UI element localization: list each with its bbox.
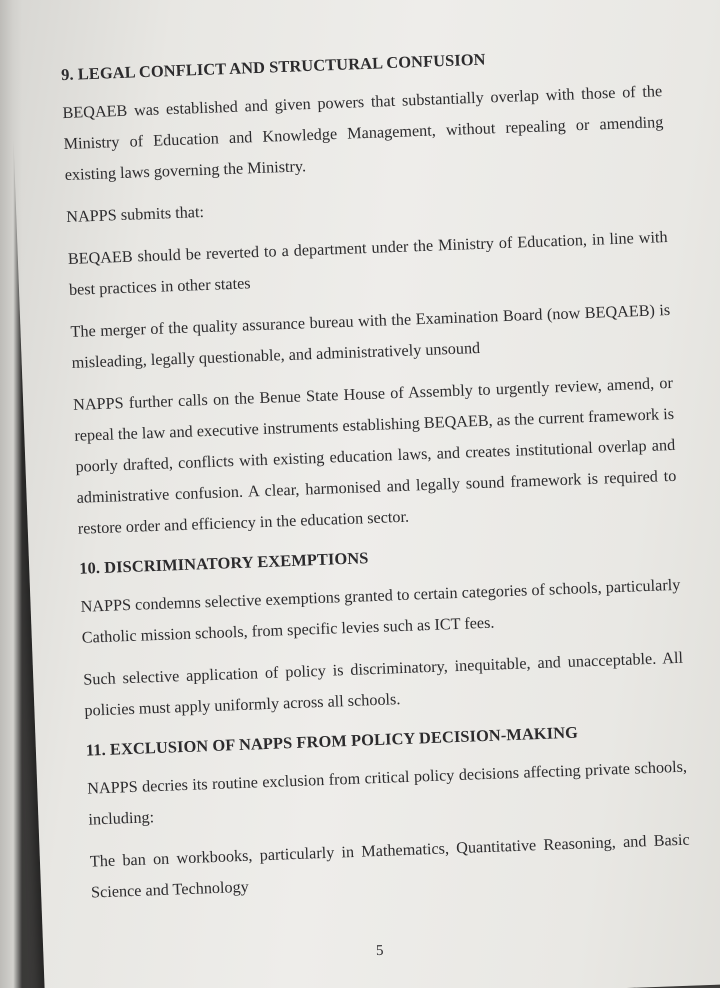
document-body [61, 40, 692, 919]
section-9-paragraph-1: BEQAEB was established and given powers that substantially overlap with those of the Ministry of Education and Knowledge Management, without repealing or amending existing laws governing the Ministry. [62, 82, 664, 185]
section-9-paragraph-5: NAPPS further calls on the Benue State House of Assembly to urgently review, amend, or repeal the law and executive instruments establishing BEQAEB, as the current framework is poorly drafted, conflicts with existing education laws, and creates institutional overlap and administrative confusion. A clear, harmonised and legally sound framework is required to restore order and efficiency in the education sector. [72, 373, 677, 538]
section-11-paragraph-1: NAPPS decries its routine exclusion from critical policy decisions affecting private schools, including: [86, 757, 688, 829]
section-9-heading: 9. LEGAL CONFLICT AND STRUCTURAL CONFUSION [60, 49, 486, 85]
section-9-paragraph-3: BEQAEB should be reverted to a department under the Ministry of Education, in line with best practices in other states [67, 228, 668, 299]
document-page [8, 0, 720, 988]
section-10-paragraph-2: Such selective application of policy is discriminatory, inequitable, and unacceptable. All policies must apply uniformly across all schools. [82, 648, 684, 720]
section-9-paragraph-2: NAPPS submits that: [66, 202, 205, 227]
section-10-heading: 10. DISCRIMINATORY EXEMPTIONS [78, 548, 369, 578]
section-10-paragraph-1: NAPPS condemns selective exemptions granted to certain categories of schools, particularly Catholic mission schools, from specific levies such as ICT fees. [80, 575, 681, 647]
section-9-paragraph-4: The merger of the quality assurance bureau with the Examination Board (now BEQAEB) is misleading, legally questionable, and administratively unsound [70, 300, 671, 372]
page-number: 5 [375, 942, 384, 960]
page-edge-shadow [0, 0, 22, 988]
section-11-heading: 11. EXCLUSION OF NAPPS FROM POLICY DECISION-MAKING [85, 722, 579, 760]
section-11-paragraph-2: The ban on workbooks, particularly in Mathematics, Quantitative Reasoning, and Basic Science and Technology [89, 830, 690, 902]
